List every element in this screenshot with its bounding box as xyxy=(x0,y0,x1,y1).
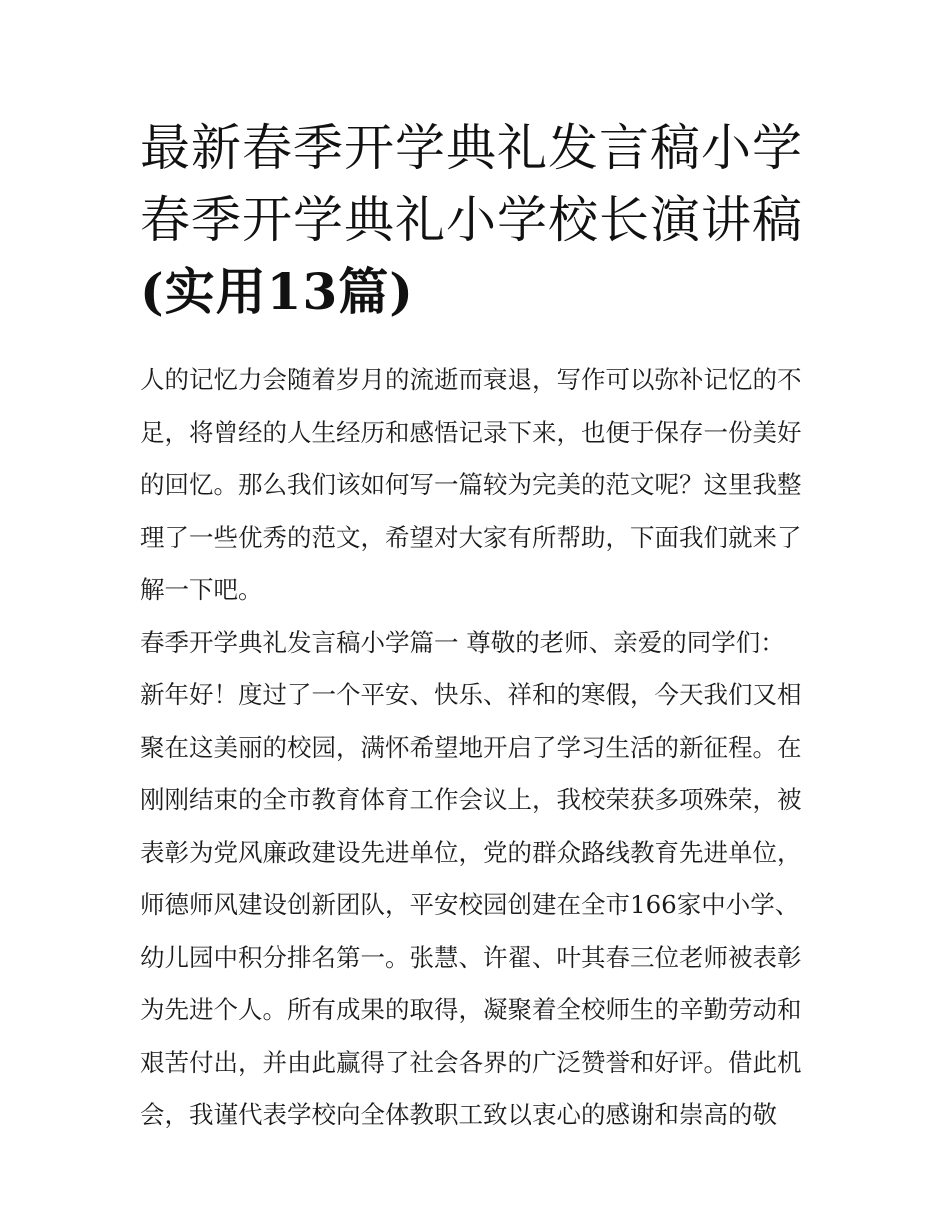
body-line: 会，我谨代表学校向全体教职工致以衷心的感谢和崇高的敬 xyxy=(140,1100,777,1129)
body-line: 幼儿园中积分排名第一。张慧、许翟、叶其春三位老师被表彰 xyxy=(140,942,802,972)
intro-line: 理了一些优秀的范文，希望对大家有所帮助，下面我们就来了 xyxy=(140,522,802,552)
body-line: 刚刚结束的全市教育体育工作会议上，我校荣获多项殊荣，被 xyxy=(140,785,802,814)
title-line: 春季开学典礼小学校长演讲稿 xyxy=(140,191,803,249)
document-body xyxy=(140,354,820,1142)
body-line: 艰苦付出，并由此赢得了社会各界的广泛赞誉和好评。借此机 xyxy=(140,1047,802,1077)
title-line: (实用13篇) xyxy=(140,262,414,321)
document-title xyxy=(140,112,820,328)
intro-line: 人的记忆力会随着岁月的流逝而衰退，写作可以弥补记忆的不 xyxy=(140,365,802,394)
intro-line: 的回忆。那么我们该如何写一篇较为完美的范文呢？这里我整 xyxy=(140,470,802,499)
section-heading: 春季开学典礼发言稿小学篇一 尊敬的老师、亲爱的同学们： xyxy=(140,627,785,657)
intro-line: 解一下吧。 xyxy=(140,575,263,604)
intro-line: 足，将曾经的人生经历和感悟记录下来，也便于保存一份美好 xyxy=(140,417,802,447)
body-line: 师德师风建设创新团队，平安校园创建在全市166家中小学、 xyxy=(140,890,800,919)
body-line: 表彰为党风廉政建设先进单位，党的群众路线教育先进单位， xyxy=(140,837,802,867)
body-line: 为先进个人。所有成果的取得，凝聚着全校师生的辛勤劳动和 xyxy=(140,995,802,1024)
title-line: 最新春季开学典礼发言稿小学 xyxy=(140,119,803,177)
body-line: 新年好！度过了一个平安、快乐、祥和的寒假，今天我们又相 xyxy=(140,680,802,709)
body-line: 聚在这美丽的校园，满怀希望地开启了学习生活的新征程。在 xyxy=(140,732,802,762)
